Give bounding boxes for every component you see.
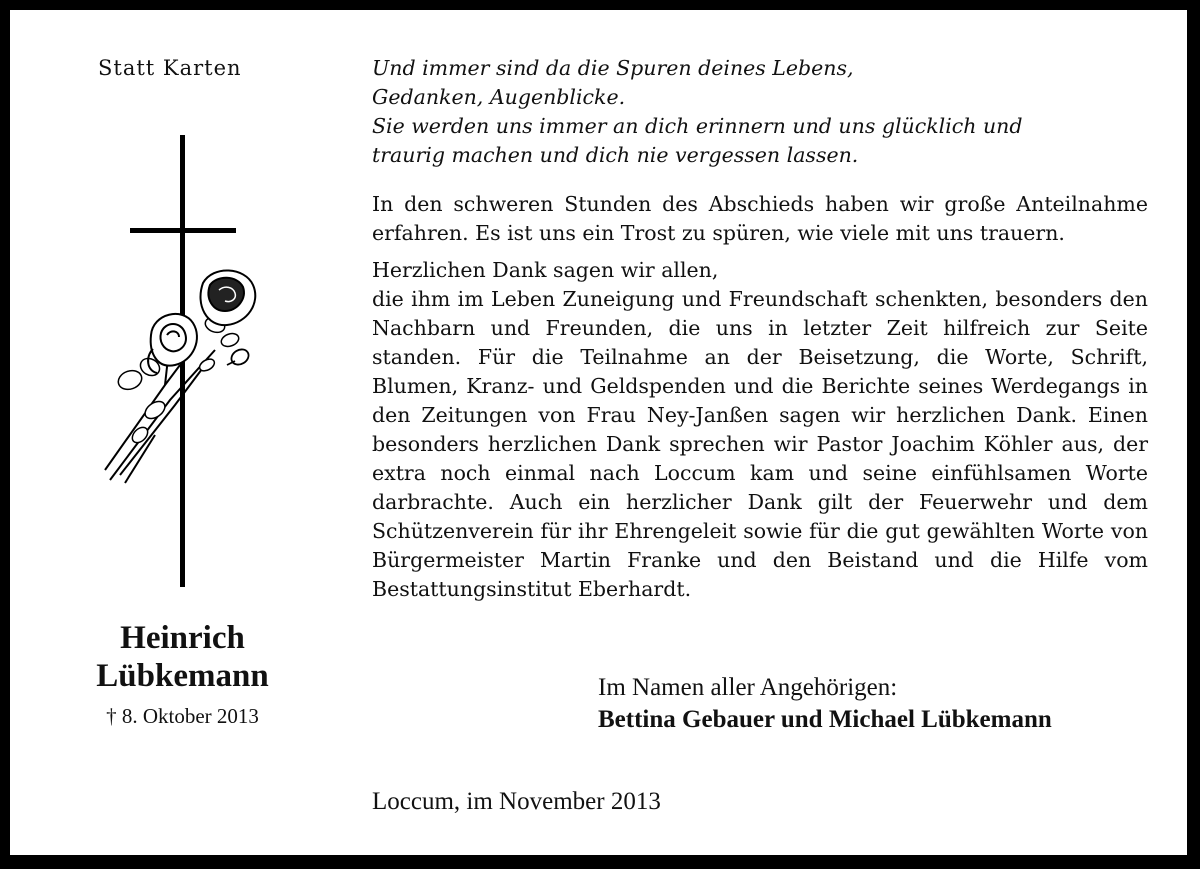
place-date: Loccum, im November 2013: [372, 788, 661, 815]
left-column: [10, 10, 365, 855]
deceased-last-name: Lübkemann: [96, 658, 269, 694]
thanks-greeting: Herzlichen Dank sagen wir allen,: [372, 258, 719, 282]
signature-intro: Im Namen aller Angehörigen:: [598, 674, 898, 701]
obituary-card: [10, 10, 1187, 855]
signature-names: Bettina Gebauer und Michael Lübkemann: [598, 706, 1052, 733]
paragraph-sympathy: In den schweren Stunden des Abschieds haben wir große Anteilnahme erfahren. Es ist uns ein Trost zu spüren, wie viele mit uns trauern.: [372, 192, 1148, 245]
death-date: † 8. Oktober 2013: [106, 704, 259, 728]
verse-line: Gedanken, Augenblicke.: [372, 85, 626, 109]
statt-karten-label: Statt Karten: [98, 56, 242, 80]
verse: [372, 54, 1148, 170]
verse-line: Sie werden uns immer an dich erinnern und uns glücklich und: [372, 114, 1023, 138]
signature: [598, 672, 1052, 736]
verse-line: Und immer sind da die Spuren deines Lebens,: [372, 56, 854, 80]
verse-line: traurig machen und dich nie vergessen lassen.: [372, 143, 859, 167]
paragraph-thanks: [372, 256, 1148, 604]
thanks-body: die ihm im Leben Zuneigung und Freundschaft schenkten, besonders den Nachbarn und Freunden, die uns in letzter Zeit hilfreich zur Seite standen. Für die Teilnahme an der Beisetzung, die Worte, Schrift, Blumen, Kranz- und Geldspenden und die Berichte seines Werdegangs in den Zeitungen von Frau Ney-Janßen sagen wir herzlichen Dank. Einen besonders herzlichen Dank sprechen wir Pastor Joachim Köhler aus, der extra noch einmal nach Loccum kam und seine einfühlsamen Worte darbrachte. Auch ein herzlicher Dank gilt der Feuerwehr und dem Schützenverein für ihr Ehrengeleit sowie für die gut gewählten Worte von Bürgermeister Martin Franke und den Beistand und die Hilfe vom Bestattungsinstitut Eberhardt.: [372, 287, 1148, 601]
cross-with-roses-icon: [95, 135, 265, 595]
main-text: [372, 54, 1148, 604]
deceased-first-name: Heinrich: [120, 620, 245, 656]
